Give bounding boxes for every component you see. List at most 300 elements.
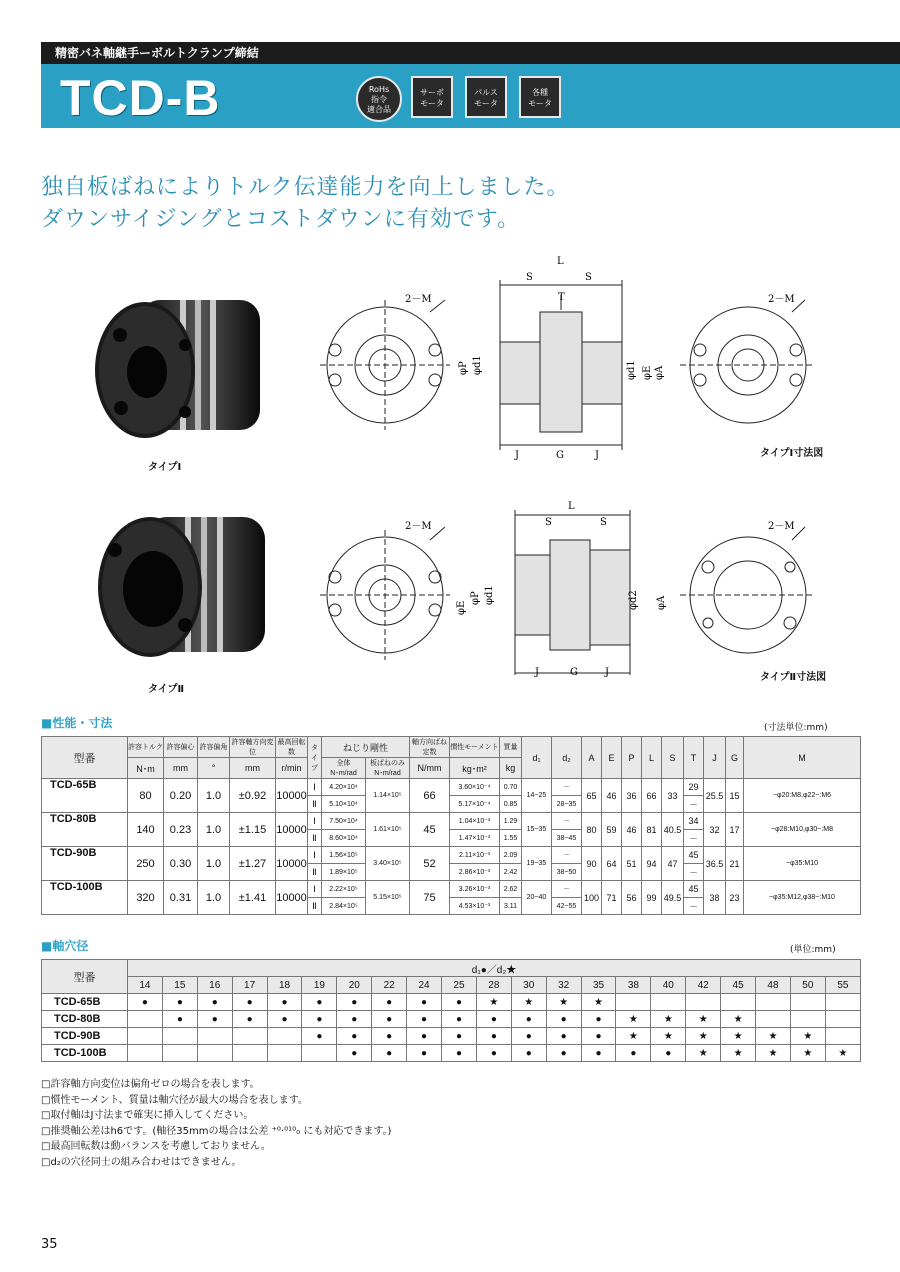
spec-axk: 75 [410,881,450,915]
bore-size-header: 24 [407,977,442,994]
spec-G: 23 [726,881,744,915]
bore-mark: ● [407,1011,442,1028]
spec-row [42,881,861,898]
bore-size-header: 48 [756,977,791,994]
spec-G: 15 [726,779,744,813]
spec-whole: 2.22×10⁵ [322,881,366,898]
label-phid1: φd1 [472,355,483,375]
spec-table [41,736,861,915]
bore-mark: ● [546,1028,581,1045]
label-2m: 2－M [405,521,432,532]
spec-inertia: 1.04×10⁻³ [450,813,500,830]
bore-row [42,1011,861,1028]
bore-size-header: 30 [511,977,546,994]
spec-P: 46 [622,813,642,847]
bore-mark [128,1011,163,1028]
label-J: J [515,450,520,460]
h-P: P [622,737,642,779]
spec-d1: 15~35 [522,813,552,847]
spec-model: TCD-100B [42,881,128,915]
bore-size-header: 15 [162,977,197,994]
bore-mark: ● [581,1045,616,1062]
bore-size-header: 25 [442,977,477,994]
bore-mark: ● [197,1011,232,1028]
bore-mark [825,994,860,1011]
label-phid2: φd2 [628,590,639,610]
spec-rpm: 10000 [276,847,308,881]
bore-mark: ★ [790,1028,825,1045]
bore-mark: ● [442,1028,477,1045]
bore-size-header: 42 [686,977,721,994]
spec-inertia: 4.53×10⁻³ [450,898,500,915]
h-type: タイプ [308,737,322,779]
badge-text: パルス [474,88,498,97]
bore-mark [651,994,686,1011]
spec-whole: 1.89×10⁵ [322,864,366,881]
bore-mark: ★ [825,1045,860,1062]
h-J: J [704,737,726,779]
type2-dim-caption: タイプⅡ寸法図 [760,672,827,683]
spec-torque: 140 [128,813,164,847]
spec-inertia: 2.86×10⁻³ [450,864,500,881]
spec-L: 81 [642,813,662,847]
bore-mark: ● [407,1028,442,1045]
label-J: J [595,450,600,460]
spec-T: － [684,796,704,813]
product-title: TCD-B [60,70,221,126]
spec-P: 36 [622,779,642,813]
spec-d2: － [552,881,582,898]
spec-E: 59 [602,813,622,847]
spec-mass: 1.29 [500,813,522,830]
h-axial: 許容軸方向変位 [230,737,276,758]
bore-mark: ● [581,1028,616,1045]
u-ang: ° [198,758,230,779]
bore-mark: ● [511,1028,546,1045]
bore-mark [162,1028,197,1045]
spec-plate: 5.15×10⁵ [366,881,410,915]
spec-torque: 320 [128,881,164,915]
bore-mark: ● [546,1045,581,1062]
bore-size-header: 40 [651,977,686,994]
spec-mass: 2.09 [500,847,522,864]
bore-mark: ● [407,1045,442,1062]
spec-ang: 1.0 [198,779,230,813]
h-model: 型番 [42,737,128,779]
bore-mark: ★ [616,1028,651,1045]
bore-mark: ★ [581,994,616,1011]
spec-M: ~φ20:M8,φ22~:M6 [744,779,861,813]
note-line: □取付軸はJ寸法まで確実に挿入してください。 [41,1110,254,1121]
spec-M: ~φ35:M12,φ38~:M10 [744,881,861,915]
spec-J: 25.5 [704,779,726,813]
bore-model: TCD-90B [42,1028,128,1045]
bore-mark: ● [581,1011,616,1028]
spec-rpm: 10000 [276,813,308,847]
spec-d2: － [552,847,582,864]
bore-mark: ● [442,1011,477,1028]
bore-mark: ● [372,1045,407,1062]
bore-mark: ● [442,994,477,1011]
bore-mark [267,1045,302,1062]
h-plate-unit: N･m/rad [374,770,401,777]
h-T: T [684,737,704,779]
spec-ang: 1.0 [198,847,230,881]
bore-mark: ● [372,994,407,1011]
spec-G: 17 [726,813,744,847]
bore-mark [790,1011,825,1028]
badge-text: 各種 [532,88,548,97]
label-phiP: φP [458,361,469,375]
spec-type: Ⅰ [308,779,322,796]
bore-mark [197,1045,232,1062]
bore-model: TCD-80B [42,1011,128,1028]
bore-h-model: 型番 [42,960,128,994]
type1-dimension-drawing [300,250,860,460]
bore-size-header: 45 [721,977,756,994]
spec-L: 94 [642,847,662,881]
bore-mark: ● [511,1011,546,1028]
bore-size-header: 55 [825,977,860,994]
bore-mark: ● [442,1045,477,1062]
h-axk: 軸方向ばね定数 [410,737,450,758]
label-phid1: φd1 [484,585,495,605]
label-2m: 2－M [405,294,432,305]
spec-axk: 45 [410,813,450,847]
bore-mark: ● [267,1011,302,1028]
u-torque: N･m [128,758,164,779]
rohs-line-3: 適合品 [367,105,391,114]
bore-h-group: d₁●／d₂★ [128,960,861,977]
u-inertia: kg･m² [450,758,500,779]
spec-mass: 0.85 [500,796,522,813]
bore-mark: ● [372,1011,407,1028]
h-L: L [642,737,662,779]
spec-type: Ⅱ [308,830,322,847]
bore-mark [790,994,825,1011]
bore-mark: ● [162,994,197,1011]
various-motor-badge [519,76,561,118]
bore-mark: ● [337,1028,372,1045]
note-line: □d₂の穴径同士の組み合わせはできません。 [41,1156,242,1168]
label-phid1: φd1 [626,360,637,380]
spec-model: TCD-65B [42,779,128,813]
bore-mark: ● [546,1011,581,1028]
spec-ang: 1.0 [198,881,230,915]
bore-mark: ● [651,1045,686,1062]
spec-T: － [684,864,704,881]
spec-L: 66 [642,779,662,813]
rohs-badge [356,76,402,122]
servo-motor-badge [411,76,453,118]
bore-mark: ● [232,994,267,1011]
badge-text: モータ [474,99,498,108]
spec-T: － [684,898,704,915]
h-A: A [582,737,602,779]
bore-mark: ★ [686,1028,721,1045]
bore-mark [616,994,651,1011]
bore-mark: ● [476,1045,511,1062]
spec-model: TCD-90B [42,847,128,881]
spec-mass: 3.11 [500,898,522,915]
bore-size-header: 18 [267,977,302,994]
spec-mass: 2.62 [500,881,522,898]
h-torsion: ねじり剛性 [322,737,410,758]
bore-mark [302,1045,337,1062]
type1-coupling-photo [85,290,275,450]
label-2m: 2－M [768,294,795,305]
spec-type: Ⅰ [308,813,322,830]
spec-d2: － [552,813,582,830]
spec-G: 21 [726,847,744,881]
spec-axial: ±1.41 [230,881,276,915]
spec-type: Ⅰ [308,847,322,864]
spec-type: Ⅱ [308,898,322,915]
spec-whole: 5.10×10⁴ [322,796,366,813]
spec-rpm: 10000 [276,881,308,915]
spec-E: 46 [602,779,622,813]
spec-d1: 20~40 [522,881,552,915]
spec-inertia: 5.17×10⁻⁴ [450,796,500,813]
type2-dimension-drawing [300,495,860,690]
type2-coupling-photo [85,505,275,670]
spec-torque: 80 [128,779,164,813]
spec-ang: 1.0 [198,813,230,847]
badge-text: サーボ [420,88,444,97]
bore-size-header: 50 [790,977,825,994]
bore-mark: ★ [651,1028,686,1045]
spec-T: － [684,830,704,847]
label-L: L [557,256,564,267]
h-mass: 質量 [500,737,522,758]
spec-unit: (寸法単位:mm) [764,723,828,733]
spec-E: 71 [602,881,622,915]
spec-mass: 1.55 [500,830,522,847]
badge-text: モータ [420,99,444,108]
u-axial: mm [230,758,276,779]
spec-axial: ±1.27 [230,847,276,881]
rohs-line-2: 指令 [371,95,387,104]
bore-mark: ★ [756,1045,791,1062]
h-M: M [744,737,861,779]
spec-d2: 28~35 [552,796,582,813]
spec-ecc: 0.30 [164,847,198,881]
type2-photo-caption: タイプⅡ [148,684,185,695]
bore-mark [686,994,721,1011]
spec-A: 65 [582,779,602,813]
bore-mark: ● [511,1045,546,1062]
spec-M: ~φ35:M10 [744,847,861,881]
bore-mark [825,1011,860,1028]
bore-mark: ★ [721,1011,756,1028]
spec-d2: － [552,779,582,796]
bore-mark: ★ [721,1028,756,1045]
badge-text: モータ [528,99,552,108]
spec-plate: 3.40×10⁵ [366,847,410,881]
spec-J: 36.5 [704,847,726,881]
spec-T: 45 [684,881,704,898]
bore-model: TCD-100B [42,1045,128,1062]
bore-size-header: 32 [546,977,581,994]
h-whole-label: 全体 [336,760,351,767]
u-rpm: r/min [276,758,308,779]
label-T: T [558,292,565,303]
spec-row [42,813,861,830]
bore-mark [756,994,791,1011]
label-L: L [568,501,575,512]
bore-mark: ● [372,1028,407,1045]
bore-mark: ● [302,994,337,1011]
spec-torque: 250 [128,847,164,881]
bore-mark: ★ [651,1011,686,1028]
label-phiA: φA [656,595,667,610]
bore-size-header: 16 [197,977,232,994]
bore-mark: ● [407,994,442,1011]
h-inertia: 慣性モーメント [450,737,500,758]
bore-size-header: 20 [337,977,372,994]
bore-mark: ★ [790,1045,825,1062]
spec-T: 45 [684,847,704,864]
bore-mark: ● [616,1045,651,1062]
bore-mark: ● [337,994,372,1011]
bore-size-header: 22 [372,977,407,994]
spec-mass: 2.42 [500,864,522,881]
category-label: 精密バネ軸継手ーボルトクランプ締結 [55,46,259,60]
spec-whole: 1.56×10⁵ [322,847,366,864]
spec-whole: 2.84×10⁵ [322,898,366,915]
spec-rpm: 10000 [276,779,308,813]
bore-mark: ● [337,1045,372,1062]
bore-mark: ● [267,994,302,1011]
label-2m: 2－M [768,521,795,532]
spec-J: 32 [704,813,726,847]
spec-type: Ⅰ [308,881,322,898]
h-torque: 許容トルク [128,737,164,758]
spec-row [42,779,861,796]
label-G: G [556,450,564,460]
note-line: □推奨軸公差はh6です。(軸径35mmの場合は公差 ⁺⁰·⁰¹⁰₀ にも対応できます。) [41,1125,392,1137]
bore-size-header: 38 [616,977,651,994]
bore-mark: ● [197,994,232,1011]
h-whole [322,758,366,779]
spec-A: 100 [582,881,602,915]
bore-row [42,1028,861,1045]
h-d1: d₁ [522,737,552,779]
bore-size-header: 14 [128,977,163,994]
bore-mark [128,1045,163,1062]
spec-inertia: 1.47×10⁻³ [450,830,500,847]
label-phiE: φE [456,600,467,615]
spec-T: 29 [684,779,704,796]
h-d2: d₂ [552,737,582,779]
bore-size-header: 28 [476,977,511,994]
bore-row [42,1045,861,1062]
label-S: S [585,272,592,283]
pulse-motor-badge [465,76,507,118]
spec-A: 80 [582,813,602,847]
label-S: S [545,517,552,528]
spec-J: 38 [704,881,726,915]
bore-model: TCD-65B [42,994,128,1011]
bore-mark: ● [162,1011,197,1028]
label-phiE: φE [642,365,653,380]
spec-S: 49.5 [662,881,684,915]
label-phiP: φP [470,591,481,605]
h-rpm: 最高回転数 [276,737,308,758]
bore-mark: ★ [721,1045,756,1062]
bore-size-header: 17 [232,977,267,994]
spec-M: ~φ28:M10,φ30~:M8 [744,813,861,847]
bore-mark: ★ [476,994,511,1011]
h-plate [366,758,410,779]
page-number: 35 [41,1237,58,1252]
h-E: E [602,737,622,779]
bore-mark [197,1028,232,1045]
label-J: J [535,667,540,678]
bore-mark: ★ [756,1028,791,1045]
spec-ecc: 0.20 [164,779,198,813]
h-S: S [662,737,684,779]
spec-d2: 42~55 [552,898,582,915]
spec-A: 90 [582,847,602,881]
bore-mark: ★ [686,1045,721,1062]
spec-inertia: 3.60×10⁻⁴ [450,779,500,796]
spec-d2: 38~50 [552,864,582,881]
spec-type: Ⅱ [308,864,322,881]
bore-mark: ● [232,1011,267,1028]
u-ecc: mm [164,758,198,779]
label-phiA: φA [654,365,665,380]
u-mass: kg [500,758,522,779]
spec-E: 64 [602,847,622,881]
bore-mark [232,1028,267,1045]
spec-plate: 1.61×10⁵ [366,813,410,847]
bore-mark: ● [476,1011,511,1028]
category-bar [41,42,900,64]
spec-S: 40.5 [662,813,684,847]
bore-section-title: ■軸穴径 [41,939,89,953]
spec-row [42,847,861,864]
spec-axial: ±1.15 [230,813,276,847]
spec-ecc: 0.23 [164,813,198,847]
spec-type: Ⅱ [308,796,322,813]
h-plate-label: 板ばねのみ [370,760,405,767]
spec-S: 33 [662,779,684,813]
bore-mark: ● [302,1028,337,1045]
spec-P: 51 [622,847,642,881]
spec-S: 47 [662,847,684,881]
spec-whole: 7.50×10⁴ [322,813,366,830]
spec-inertia: 3.26×10⁻³ [450,881,500,898]
label-S: S [600,517,607,528]
bore-unit: (単位:mm) [790,945,836,955]
spec-axk: 66 [410,779,450,813]
note-line: □慣性モーメント、質量は軸穴径が最大の場合を表します。 [41,1094,308,1106]
spec-mass: 0.70 [500,779,522,796]
spec-P: 56 [622,881,642,915]
bore-mark [232,1045,267,1062]
bore-mark: ● [476,1028,511,1045]
type1-photo-caption: タイプⅠ [148,462,182,473]
spec-whole: 4.20×10⁴ [322,779,366,796]
h-whole-unit: N･m/rad [330,770,357,777]
bore-size-header: 35 [581,977,616,994]
bore-mark: ★ [511,994,546,1011]
u-axk: N/mm [410,758,450,779]
spec-axk: 52 [410,847,450,881]
note-line: □最高回転数は動バランスを考慮しておりません。 [41,1141,271,1152]
bore-row [42,994,861,1011]
